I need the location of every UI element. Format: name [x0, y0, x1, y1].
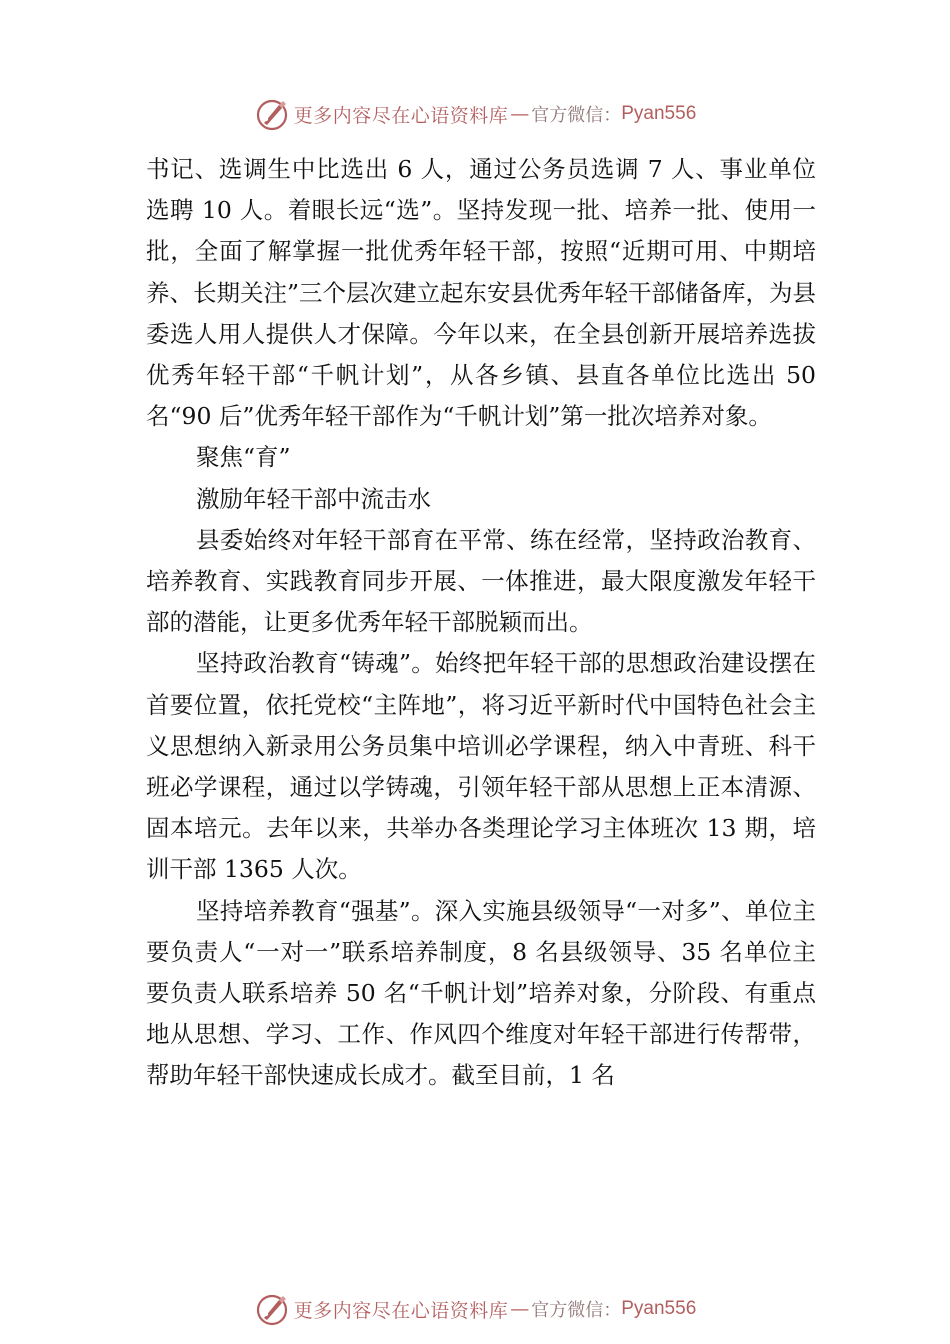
header-banner: [0, 94, 950, 134]
footer-label: 官方微信：: [531, 1300, 622, 1321]
footer-banner: [0, 1289, 950, 1329]
paragraph-intro: 县委始终对年轻干部育在平常、练在经常，坚持政治教育、培养教育、实践教育同步开展、一体推进，最大限度激发年轻干部的潜能，让更多优秀年轻干部脱颖而出。: [146, 525, 816, 637]
header-banner-text: 更多内容尽在心语资料库: [293, 104, 509, 127]
header-separator: —: [510, 103, 530, 125]
section-subheading: 激励年轻干部中流击水: [196, 484, 431, 513]
pen-logo-icon: [254, 96, 290, 132]
footer-separator: —: [510, 1298, 530, 1320]
header-label: 官方微信：: [531, 105, 622, 126]
header-wechat-id: Pyan556: [621, 103, 697, 124]
pen-logo-icon: [254, 1291, 290, 1327]
paragraph-training-education: 坚持培养教育“强基”。深入实施县级领导“一对多”、单位主要负责人“一对一”联系培养制度，8 名县级领导、35 名单位主要负责人联系培养 50 名“千帆计划”培养对象，分阶段、有重点地从思想、学习、工作、作风四个维度对年轻干部进行传帮带，帮助年轻干部快速成长成才。截至目前，1 名: [146, 896, 816, 1090]
paragraph-continuation: 书记、选调生中比选出 6 人，通过公务员选调 7 人、事业单位选聘 10 人。着眼长远“选”。坚持发现一批、培养一批、使用一批，全面了解掌握一批优秀年轻干部，按照“近期可用、中期培养、长期关注”三个层次建立起东安县优秀年轻干部储备库，为县委选人用人提供人才保障。今年以来，在全县创新开展培养选拔优秀年轻干部“千帆计划”，从各乡镇、县直各单位比选出 50 名“90 后”优秀年轻干部作为“千帆计划”第一批次培养对象。: [146, 155, 817, 431]
paragraph-political-education: 坚持政治教育“铸魂”。始终把年轻干部的思想政治建设摆在首要位置，依托党校“主阵地”，将习近平新时代中国特色社会主义思想纳入新录用公务员集中培训必学课程，纳入中青班、科干班必学课程，通过以学铸魂，引领年轻干部从思想上正本清源、固本培元。去年以来，共举办各类理论学习主体班次 13 期，培训干部 1365 人次。: [146, 649, 816, 884]
document-body: [146, 149, 816, 1097]
footer-wechat-id: Pyan556: [621, 1298, 697, 1319]
footer-banner-text: 更多内容尽在心语资料库: [293, 1299, 509, 1322]
section-heading: 聚焦“育”: [196, 443, 291, 472]
